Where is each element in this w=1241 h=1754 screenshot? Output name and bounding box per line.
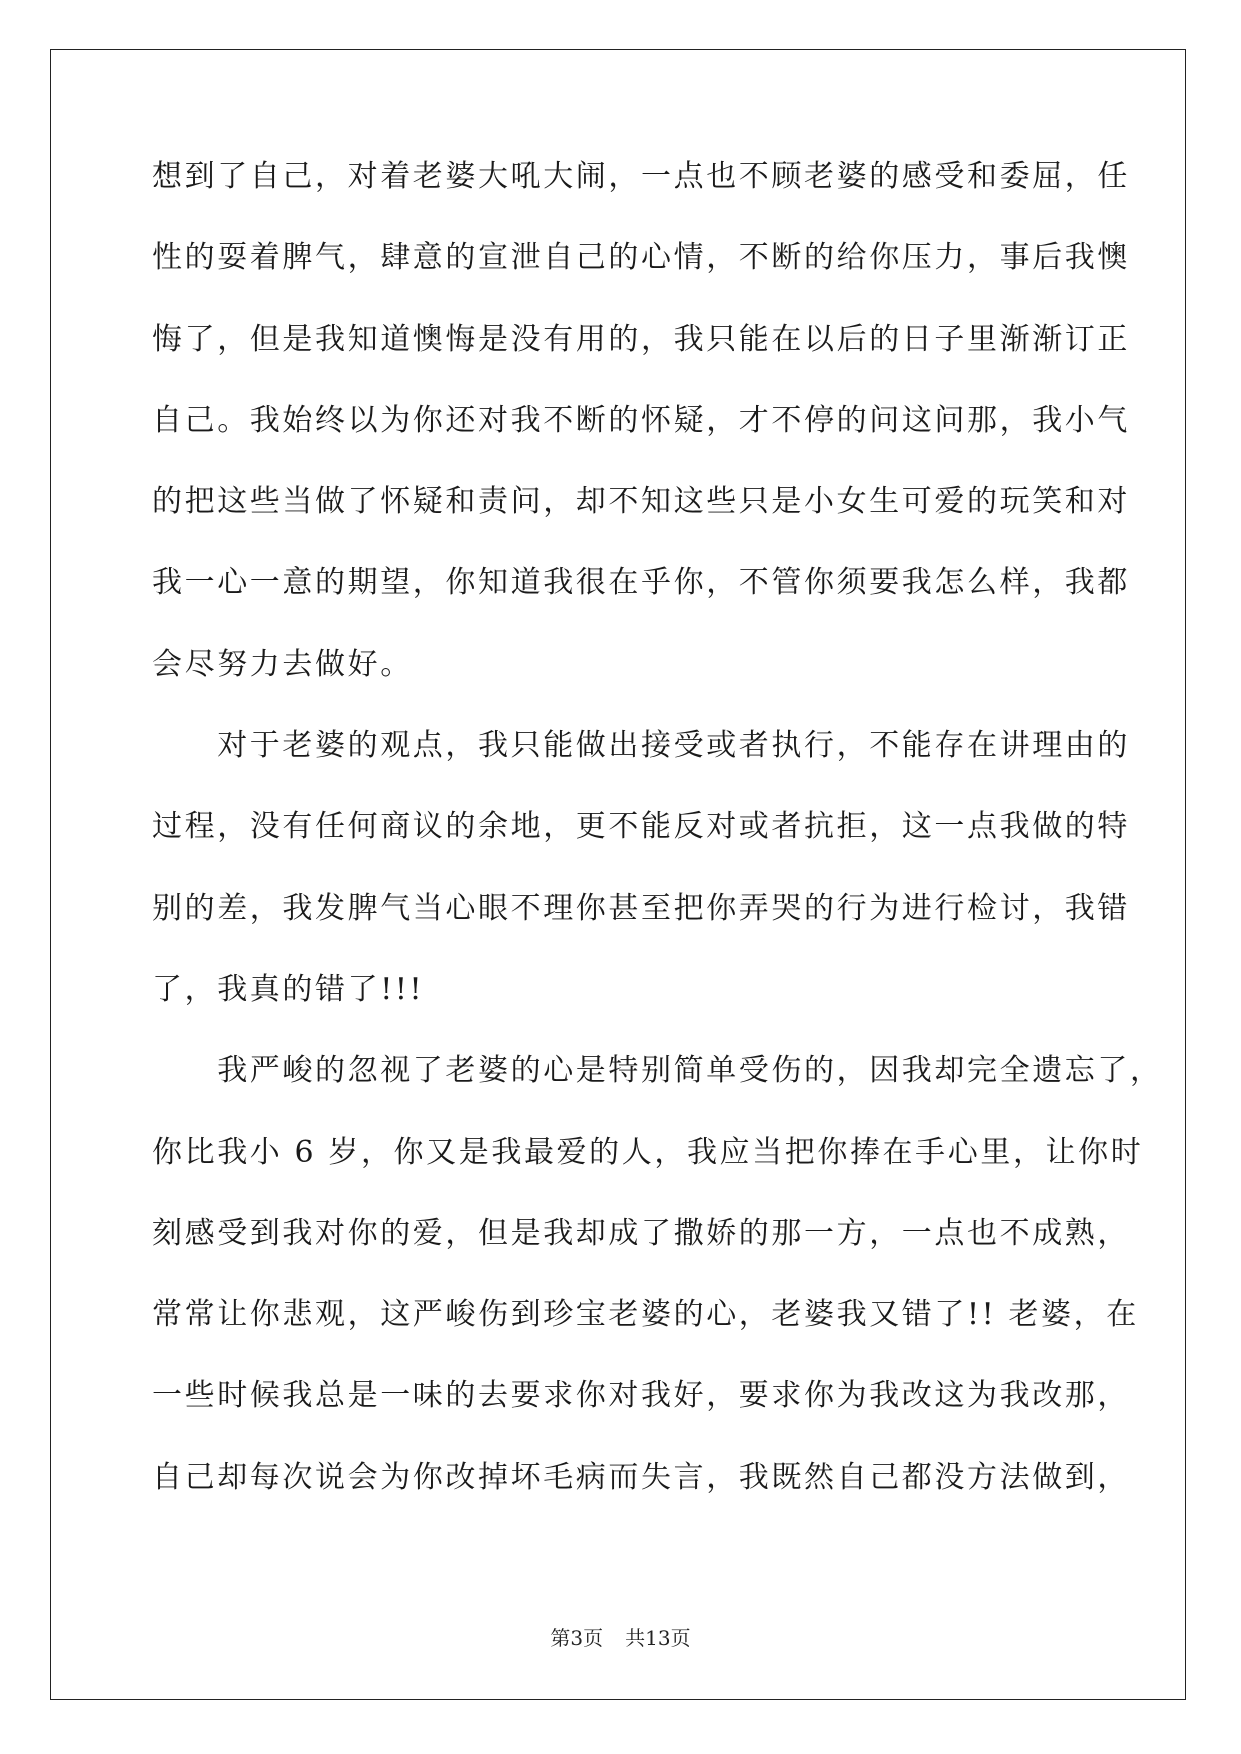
text-line: 你比我小 6 岁，你又是我最爱的人，我应当把你捧在手心里，让你时 (152, 1134, 1144, 1170)
text-line: 别的差，我发脾气当心眼不理你甚至把你弄哭的行为进行检讨，我错 (152, 890, 1130, 926)
text-line: 过程，没有任何商议的余地，更不能反对或者抗拒，这一点我做的特 (152, 809, 1130, 845)
document-body (152, 159, 1163, 1543)
text-line: 性的耍着脾气，肆意的宣泄自己的心情，不断的给你压力，事后我懊 (152, 240, 1130, 276)
text-line: 自己却每次说会为你改掉坏毛病而失言，我既然自己都没方法做到， (152, 1459, 1130, 1495)
text-line: 我一心一意的期望，你知道我很在乎你，不管你须要我怎么样，我都 (152, 565, 1130, 601)
text-line: 的把这些当做了怀疑和责问，却不知这些只是小女生可爱的玩笑和对 (152, 484, 1130, 520)
text-line: 一些时候我总是一味的去要求你对我好，要求你为我改这为我改那， (152, 1378, 1130, 1414)
page-total: 共13页 (625, 1626, 691, 1650)
text-line: 想到了自己，对着老婆大吼大闹，一点也不顾老婆的感受和委屈，任 (152, 159, 1130, 194)
page-footer (0, 1622, 1241, 1651)
text-line: 会尽努力去做好。 (152, 646, 413, 682)
text-line: 常常让你悲观，这严峻伤到珍宝老婆的心，老婆我又错了!! 老婆，在 (152, 1297, 1139, 1333)
text-line: 刻感受到我对你的爱，但是我却成了撒娇的那一方，一点也不成熟， (152, 1215, 1130, 1251)
text-line: 自己。我始终以为你还对我不断的怀疑，才不停的问这问那，我小气 (152, 402, 1130, 438)
text-line: 对于老婆的观点，我只能做出接受或者执行，不能存在讲理由的 (152, 728, 1130, 764)
text-line: 了，我真的错了!!! (152, 971, 425, 1007)
text-line: 悔了，但是我知道懊悔是没有用的，我只能在以后的日子里渐渐订正 (152, 321, 1130, 357)
page-number: 第3页 (550, 1626, 604, 1650)
text-line: 我严峻的忽视了老婆的心是特别简单受伤的，因我却完全遗忘了， (152, 1053, 1163, 1089)
